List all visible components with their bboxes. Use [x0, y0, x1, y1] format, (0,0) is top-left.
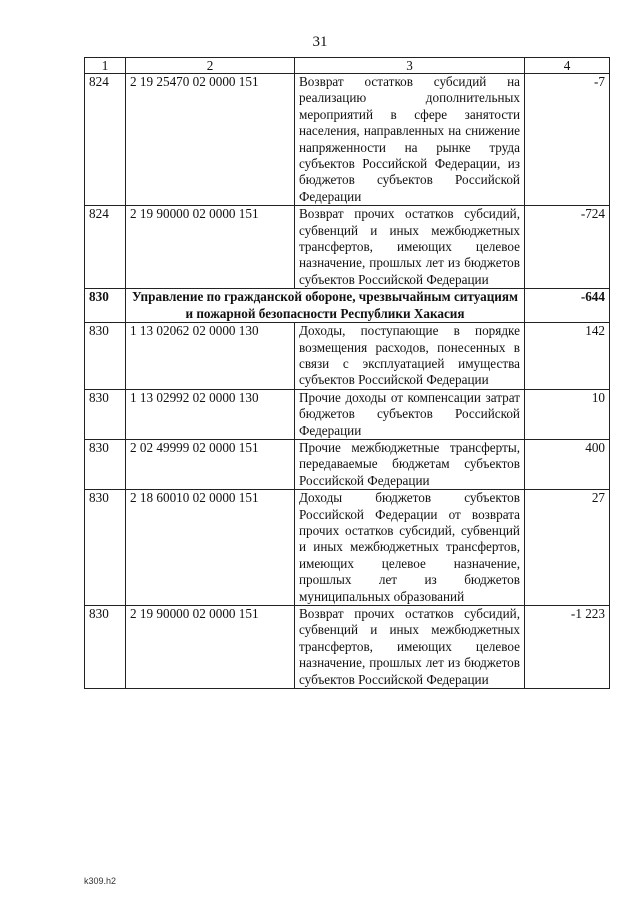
revenue-description: Возврат прочих остатков субсидий, субвенций и иных межбюджетных трансфертов, имеющих целевое назначение, прошлых лет из бюджетов субъектов Российской Федерации	[295, 206, 525, 289]
revenue-code: 2 19 90000 02 0000 151	[126, 606, 295, 689]
revenue-code: 2 18 60010 02 0000 151	[126, 490, 295, 606]
column-header-3: 3	[295, 58, 525, 74]
revenue-code: 2 19 90000 02 0000 151	[126, 206, 295, 289]
admin-code: 824	[85, 206, 126, 289]
admin-code: 830	[85, 606, 126, 689]
table-row	[85, 606, 610, 689]
department-amount: -644	[525, 289, 610, 323]
revenue-code: 1 13 02992 02 0000 130	[126, 389, 295, 439]
amount: 27	[525, 490, 610, 606]
revenue-description: Возврат прочих остатков субсидий, субвенций и иных межбюджетных трансфертов, имеющих целевое назначение, прошлых лет из бюджетов субъектов Российской Федерации	[295, 606, 525, 689]
budget-table	[84, 57, 610, 689]
table-header-row	[85, 58, 610, 74]
department-code: 830	[85, 289, 126, 323]
page-number: 31	[312, 34, 328, 50]
admin-code: 830	[85, 323, 126, 390]
table-row	[85, 323, 610, 390]
column-header-4: 4	[525, 58, 610, 74]
amount: -7	[525, 74, 610, 206]
admin-code: 830	[85, 490, 126, 606]
table-row	[85, 389, 610, 439]
table-row	[85, 439, 610, 489]
admin-code: 830	[85, 439, 126, 489]
revenue-code: 2 02 49999 02 0000 151	[126, 439, 295, 489]
table-row	[85, 490, 610, 606]
column-header-2: 2	[126, 58, 295, 74]
column-header-1: 1	[85, 58, 126, 74]
revenue-description: Возврат остатков субсидий на реализацию дополнительных мероприятий в сфере занятости населения, направленных на снижение напряженности на рынке труда субъектов Российской Федерации, из бюджетов субъектов Российской Федерации	[295, 74, 525, 206]
document-footer-code: k309.h2	[84, 876, 117, 886]
admin-code: 830	[85, 389, 126, 439]
amount: 400	[525, 439, 610, 489]
amount: -1 223	[525, 606, 610, 689]
table-row	[85, 206, 610, 289]
revenue-code: 1 13 02062 02 0000 130	[126, 323, 295, 390]
department-row	[85, 289, 610, 323]
department-name: Управление по гражданской обороне, чрезвычайным ситуациям и пожарной безопасности Республики Хакасия	[126, 289, 525, 323]
revenue-description: Доходы, поступающие в порядке возмещения расходов, понесенных в связи с эксплуатацией имущества субъектов Российской Федерации	[295, 323, 525, 390]
revenue-description: Доходы бюджетов субъектов Российской Федерации от возврата прочих остатков субсидий, субвенций и иных межбюджетных трансфертов, имеющих целевое назначение, прошлых лет из бюджетов муниципальных образований	[295, 490, 525, 606]
table-row	[85, 74, 610, 206]
amount: -724	[525, 206, 610, 289]
amount: 10	[525, 389, 610, 439]
amount: 142	[525, 323, 610, 390]
revenue-description: Прочие межбюджетные трансферты, передаваемые бюджетам субъектов Российской Федерации	[295, 439, 525, 489]
revenue-code: 2 19 25470 02 0000 151	[126, 74, 295, 206]
admin-code: 824	[85, 74, 126, 206]
revenue-description: Прочие доходы от компенсации затрат бюджетов субъектов Российской Федерации	[295, 389, 525, 439]
